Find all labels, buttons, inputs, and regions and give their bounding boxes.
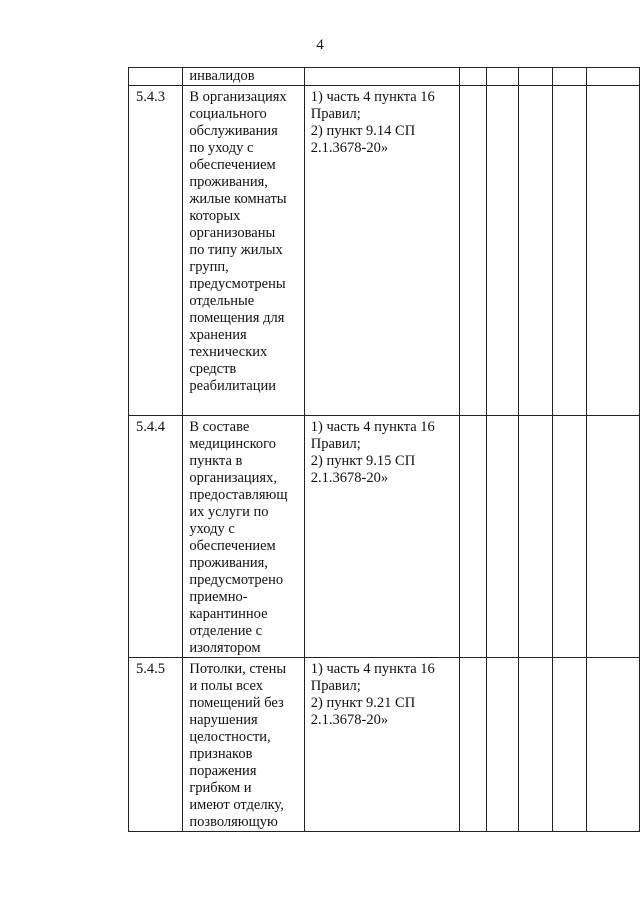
answer-cell [519, 658, 553, 832]
reference-line: Правил; [310, 436, 361, 452]
answer-cell [519, 86, 553, 416]
table-row [129, 68, 640, 86]
table-row [129, 416, 640, 658]
answer-cell [586, 658, 639, 832]
requirement-line: организованы [189, 225, 276, 241]
requirement-line: реабилитации [189, 378, 277, 394]
requirement-line: технических [189, 344, 268, 360]
answer-cell [519, 416, 553, 658]
requirement-line: групп, [189, 259, 229, 275]
requirement-line: отдельные [189, 293, 255, 309]
reference-line: 1) часть 4 пункта 16 [310, 89, 435, 105]
requirement-line: проживания, [189, 555, 268, 571]
legal-reference-cell [304, 68, 459, 86]
requirement-cell [183, 86, 304, 416]
requirement-line: которых [189, 208, 241, 224]
answer-cell [459, 416, 486, 658]
answer-cell [487, 86, 519, 416]
requirement-line: и полы всех [189, 678, 264, 694]
answer-cell [552, 68, 586, 86]
answer-cell [552, 86, 586, 416]
requirement-line: проживания, [189, 174, 268, 190]
answer-cell [487, 658, 519, 832]
reference-line: 2.1.3678-20» [310, 140, 389, 156]
requirement-line: социального [189, 106, 267, 122]
requirement-line: позволяющую [189, 814, 278, 830]
answer-cell [519, 68, 553, 86]
answer-cell [586, 86, 639, 416]
requirement-line: нарушения [189, 712, 258, 728]
requirement-line: помещений без [189, 695, 284, 711]
requirement-line: Потолки, стены [189, 661, 287, 677]
requirement-line: медицинского [189, 436, 277, 452]
table-row [129, 658, 640, 832]
requirement-line: имеют отделку, [189, 797, 284, 813]
requirement-line: по типу жилых [189, 242, 283, 258]
answer-cell [552, 658, 586, 832]
item-number-cell [129, 68, 183, 86]
answer-cell [459, 86, 486, 416]
requirement-line: грибком и [189, 780, 252, 796]
requirement-line: средств [189, 361, 237, 377]
answer-cell [487, 68, 519, 86]
requirement-line: уходу с [189, 521, 235, 537]
requirement-line: обслуживания [189, 123, 278, 139]
requirement-line: обеспечением [189, 538, 276, 554]
answer-cell [459, 68, 486, 86]
legal-reference-cell [304, 86, 459, 416]
requirement-line: организациях, [189, 470, 277, 486]
reference-line: 2) пункт 9.21 СП [310, 695, 416, 711]
requirement-line: изолятором [189, 640, 261, 656]
requirement-line: В составе [189, 419, 250, 435]
requirement-line: отделение с [189, 623, 263, 639]
requirement-line: по уходу с [189, 140, 254, 156]
item-number-cell: 5.4.5 [129, 658, 183, 832]
legal-reference-cell [304, 416, 459, 658]
requirement-line: их услуги по [189, 504, 269, 520]
requirement-line: карантинное [189, 606, 268, 622]
requirement-line: признаков [189, 746, 253, 762]
answer-cell [487, 416, 519, 658]
requirement-line: хранения [189, 327, 247, 343]
requirement-line: обеспечением [189, 157, 276, 173]
requirement-line: предусмотрены [189, 276, 286, 292]
requirement-line: жилые комнаты [189, 191, 287, 207]
reference-line: 2.1.3678-20» [310, 712, 389, 728]
requirement-line: приемно- [189, 589, 248, 605]
item-number-cell: 5.4.3 [129, 86, 183, 416]
answer-cell [552, 416, 586, 658]
requirement-line: целостности, [189, 729, 271, 745]
requirement-cell [183, 68, 304, 86]
item-number-cell: 5.4.4 [129, 416, 183, 658]
reference-line: 2) пункт 9.14 СП [310, 123, 416, 139]
checklist-table [128, 67, 640, 832]
reference-line: 2.1.3678-20» [310, 470, 389, 486]
reference-line: 1) часть 4 пункта 16 [310, 419, 435, 435]
requirement-line: предоставляющ [189, 487, 288, 503]
requirement-line: В организациях [189, 89, 287, 105]
requirement-line: поражения [189, 763, 257, 779]
requirement-line: помещения для [189, 310, 285, 326]
requirement-cell [183, 416, 304, 658]
requirement-line: предусмотрено [189, 572, 284, 588]
reference-line: Правил; [310, 678, 361, 694]
requirement-line: инвалидов [189, 68, 255, 84]
table-row [129, 86, 640, 416]
page-number: 4 [316, 37, 324, 53]
requirement-line: пункта в [189, 453, 243, 469]
reference-line: 2) пункт 9.15 СП [310, 453, 416, 469]
answer-cell [586, 416, 639, 658]
answer-cell [586, 68, 639, 86]
legal-reference-cell [304, 658, 459, 832]
requirement-cell [183, 658, 304, 832]
answer-cell [459, 658, 486, 832]
reference-line: Правил; [310, 106, 361, 122]
reference-line: 1) часть 4 пункта 16 [310, 661, 435, 677]
